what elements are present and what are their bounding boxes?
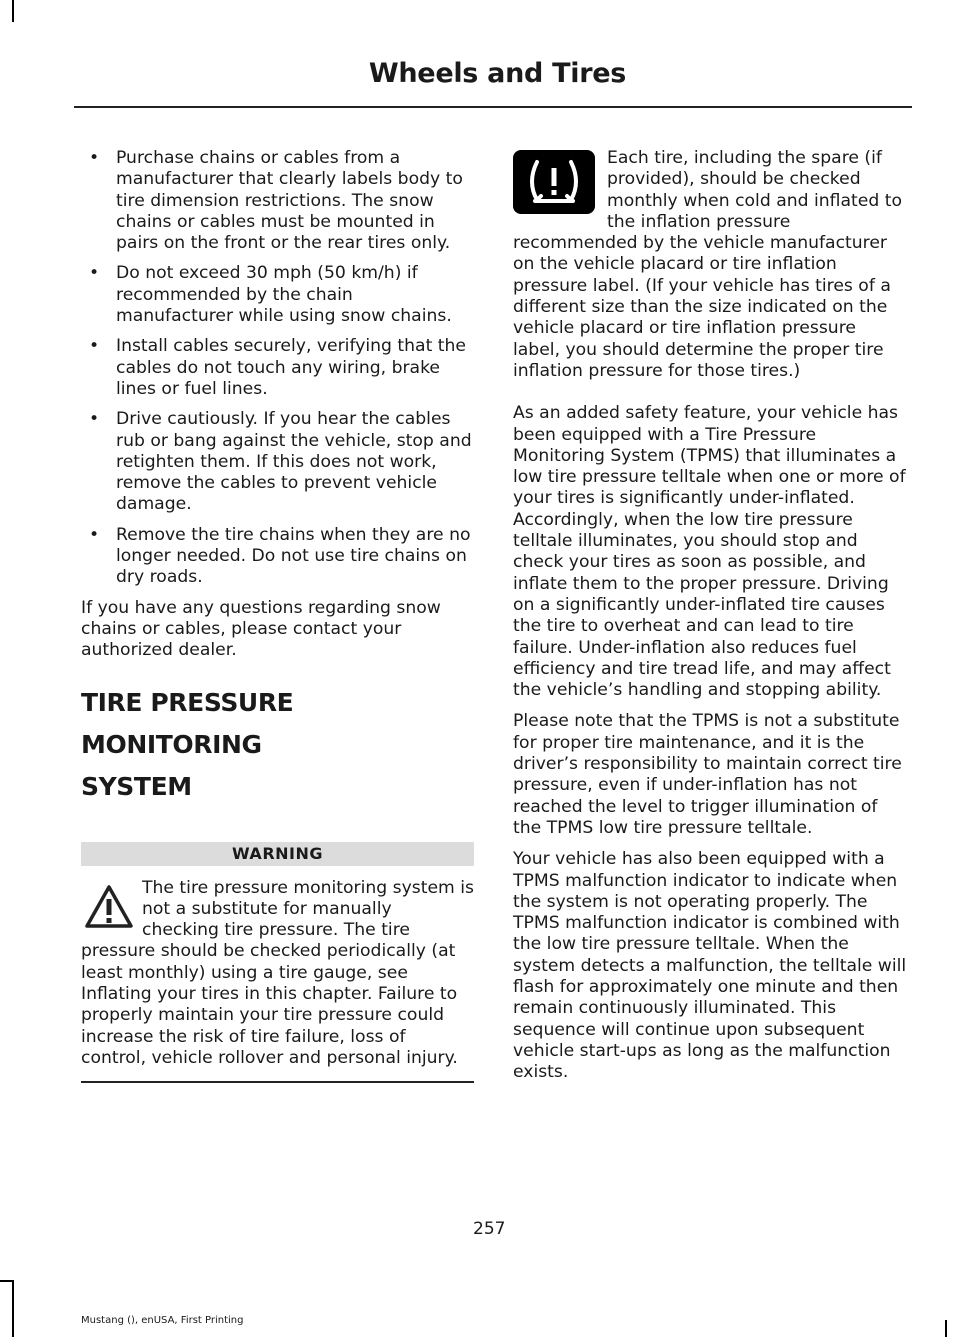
tpms-warning-icon [513,150,595,214]
list-item: • Do not exceed 30 mph (50 km/h) if recommended by the chain manufacturer while using snow chains. [81,263,474,327]
warning-label: WARNING [81,842,474,866]
section-heading [81,682,474,808]
crop-mark-bottom-left [12,1280,14,1337]
paragraph: Please note that the TPMS is not a substitute for proper tire maintenance, and it is the driver’s responsibility to maintain correct tire pressure, even if under-inflation has not reached the level to trigger illumination of the TPMS low tire pressure telltale. [513,711,902,838]
left-column [81,148,474,1083]
crop-mark-bottom-left-h [0,1280,14,1282]
footer-edition: Mustang (), enUSA, First Printing [81,1315,244,1326]
paragraph: Your vehicle has also been equipped with a TPMS malfunction indicator to indicate when the system is not operating properly. The TPMS malfunction indicator is combined with the low tire pressure telltale. When the system detects a malfunction, the telltale will flash for approximately one minute and then remain continuously illuminated. This sequence will continue upon subsequent vehicle start-ups as long as the malfunction exists. [513,849,907,1083]
list-item: • Purchase chains or cables from a manufacturer that clearly labels body to tire dimension restrictions. The snow chains or cables must be mounted in pairs on the front or the rear tires only. [81,148,474,254]
paragraph: Each tire, including the spare (if provided), should be checked monthly when cold and inflated to the inflation pressure recommended by the vehicle manufacturer on the vehicle placard or tire inflation pressure label. (If your vehicle has tires of a different size than the size indicated on the vehicle placard or tire inflation pressure label, you should determine the proper tire inflation pressure for those tires.) [513,148,902,381]
warning-triangle-icon [84,884,134,930]
crop-mark-top-left [12,0,14,22]
closing-paragraph: If you have any questions regarding snow chains or cables, please contact your authorized dealer. [81,597,441,661]
crop-mark-bottom-right [945,1320,947,1337]
warning-text: The tire pressure monitoring system is not a substitute for manually checking tire pressure. The tire pressure should be checked periodically (at least monthly) using a tire gauge, see Inflating your tires in this chapter. Failure to properly maintain your tire pressure could increase the risk of tire failure, loss of control, vehicle rollover and personal injury. [81,877,474,1068]
warning-divider [81,1081,474,1083]
page-number: 257 [473,1219,506,1239]
section-heading-line1: TIRE PRESSURE MONITORING [81,687,294,759]
right-column [513,148,908,1093]
section-heading-line2: SYSTEM [81,771,192,801]
warning-box [81,842,474,1084]
paragraph: As an added safety feature, your vehicle has been equipped with a Tire Pressure Monitoring System (TPMS) that illuminates a low tire pressure telltale when one or more of your tires is significantly under-inflated. Accordingly, when the low tire pressure telltale illuminates, you should stop and check your tires as soon as possible, and inflate them to the proper pressure. Driving on a significantly under-inflated tire causes the tire to overheat and can lead to tire failure. Under-inflation also reduces fuel efficiency and tire tread life, and may affect the vehicle’s handling and stopping ability. [513,403,906,701]
list-item: • Install cables securely, verifying that the cables do not touch any wiring, brake lines or fuel lines. [81,336,474,400]
list-item: • Drive cautiously. If you hear the cables rub or bang against the vehicle, stop and retighten them. If this does not work, remove the cables to prevent vehicle damage. [81,409,474,515]
page-title: Wheels and Tires [368,58,626,89]
title-divider [74,106,912,108]
list-item: • Remove the tire chains when they are no longer needed. Do not use tire chains on dry roads. [81,525,474,589]
bullet-list [81,148,474,589]
